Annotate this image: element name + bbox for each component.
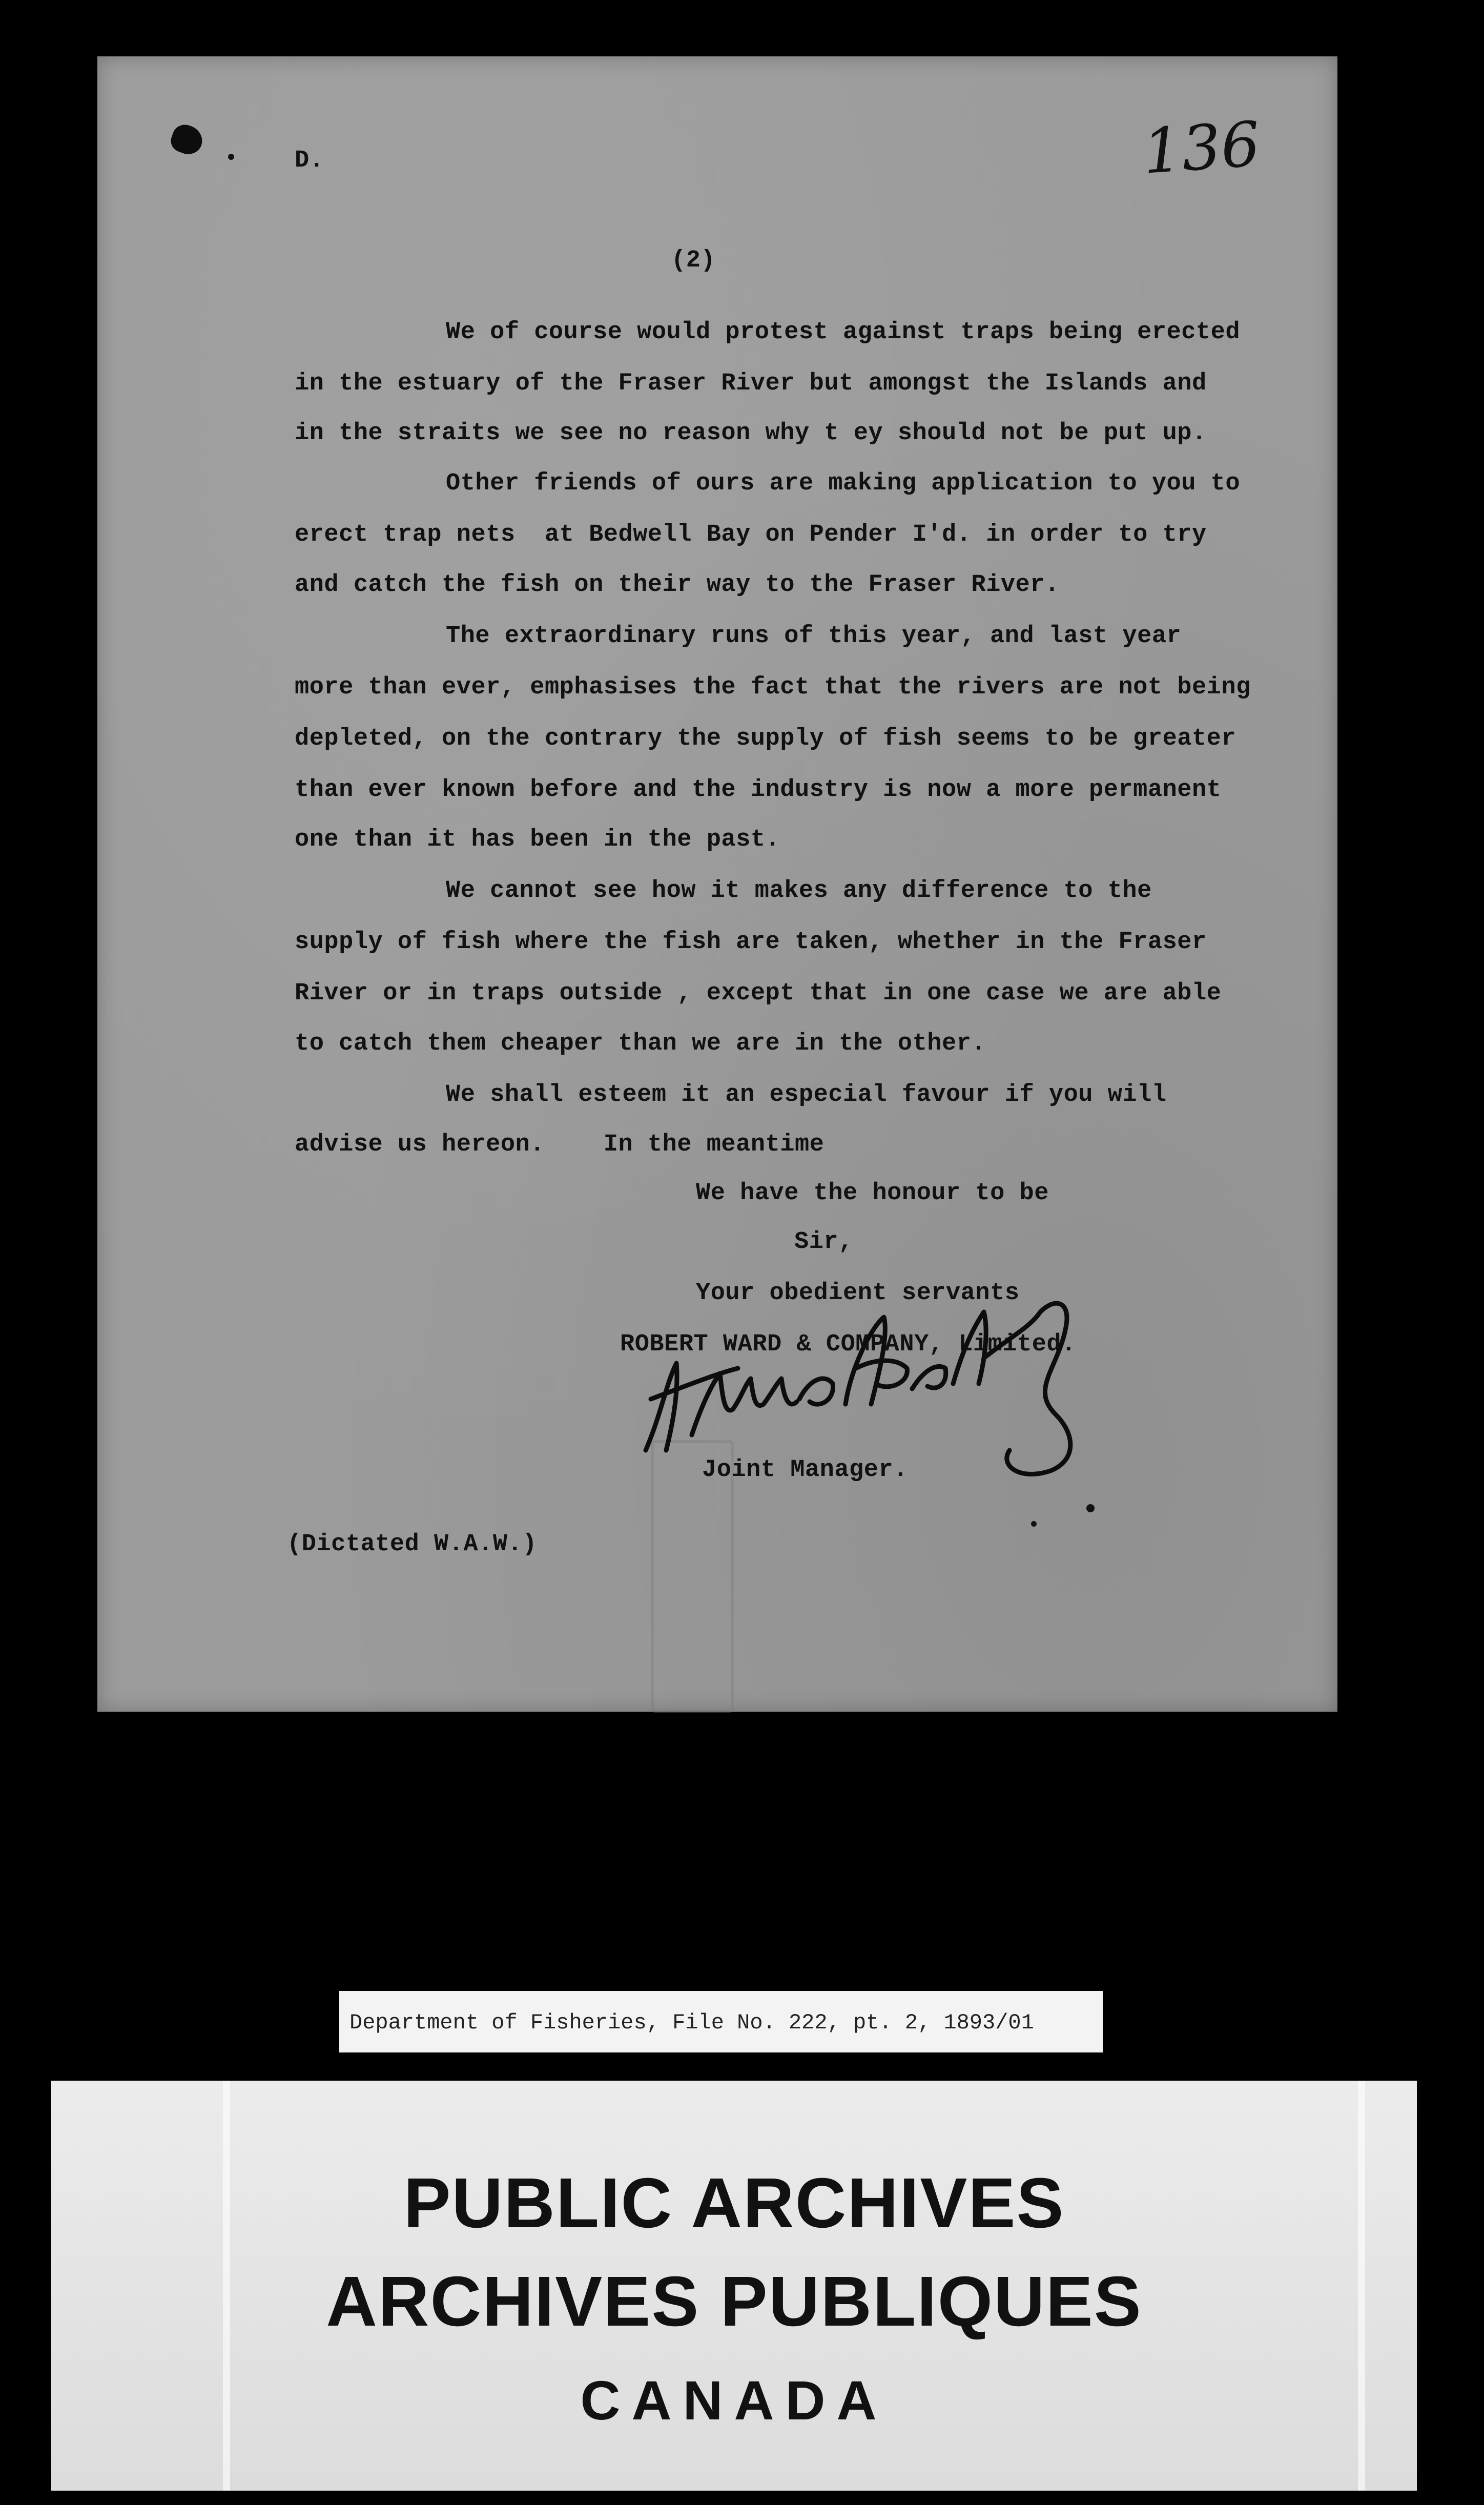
body-line: one than it has been in the past. (295, 826, 780, 853)
body-line: than ever known before and the industry is now a more permanent (295, 776, 1222, 804)
margin-mark: D. (295, 147, 324, 174)
body-line: more than ever, emphasises the fact that the rivers are not being (295, 674, 1251, 701)
body-line: in the estuary of the Fraser River but amongst the Islands and (295, 370, 1207, 397)
body-line: to catch them cheaper than we are in the other. (295, 1030, 986, 1057)
file-reference-text: Department of Fisheries, File No. 222, pt. 2, 1893/01 (349, 2010, 1034, 2035)
body-line: erect trap nets at Bedwell Bay on Pender I'd. in order to try (295, 521, 1207, 548)
closing-servants: Your obedient servants (696, 1280, 1020, 1307)
archives-title-fr: ARCHIVES PUBLIQUES (326, 2262, 1142, 2341)
sheet-number: (2) (671, 247, 716, 274)
ink-dot (1086, 1504, 1095, 1512)
body-line: We cannot see how it makes any difference to the (446, 877, 1152, 905)
page-number: 136 (1140, 109, 1263, 188)
body-line: advise us hereon. In the meantime (295, 1131, 825, 1158)
body-line: River or in traps outside , except that in one case we are able (295, 980, 1222, 1007)
dictated-note: (Dictated W.A.W.) (287, 1531, 537, 1558)
company-name: ROBERT WARD & COMPANY, Limited. (620, 1331, 1076, 1358)
body-line: We of course would protest against traps being erected (446, 319, 1241, 346)
archives-card (51, 2081, 1417, 2491)
body-line: The extraordinary runs of this year, and last year (446, 623, 1182, 650)
archives-title-en: PUBLIC ARCHIVES (403, 2164, 1065, 2243)
archives-country: CANADA (580, 2369, 888, 2431)
closing-sir: Sir, (794, 1228, 853, 1256)
body-line: We shall esteem it an especial favour if you will (446, 1081, 1167, 1108)
closing-honour: We have the honour to be (696, 1180, 1049, 1207)
file-reference-label (339, 1991, 1103, 2052)
body-line: in the straits we see no reason why t ey should not be put up. (295, 420, 1207, 447)
body-line: Other friends of ours are making application to you to (446, 470, 1241, 497)
ink-dot (1031, 1521, 1037, 1527)
ink-dot (228, 154, 234, 160)
body-line: and catch the fish on their way to the Fraser River. (295, 571, 1060, 599)
body-line: depleted, on the contrary the supply of fish seems to be greater (295, 725, 1236, 752)
body-line: supply of fish where the fish are taken, whether in the Fraser (295, 929, 1207, 956)
signer-title: Joint Manager. (702, 1456, 908, 1484)
